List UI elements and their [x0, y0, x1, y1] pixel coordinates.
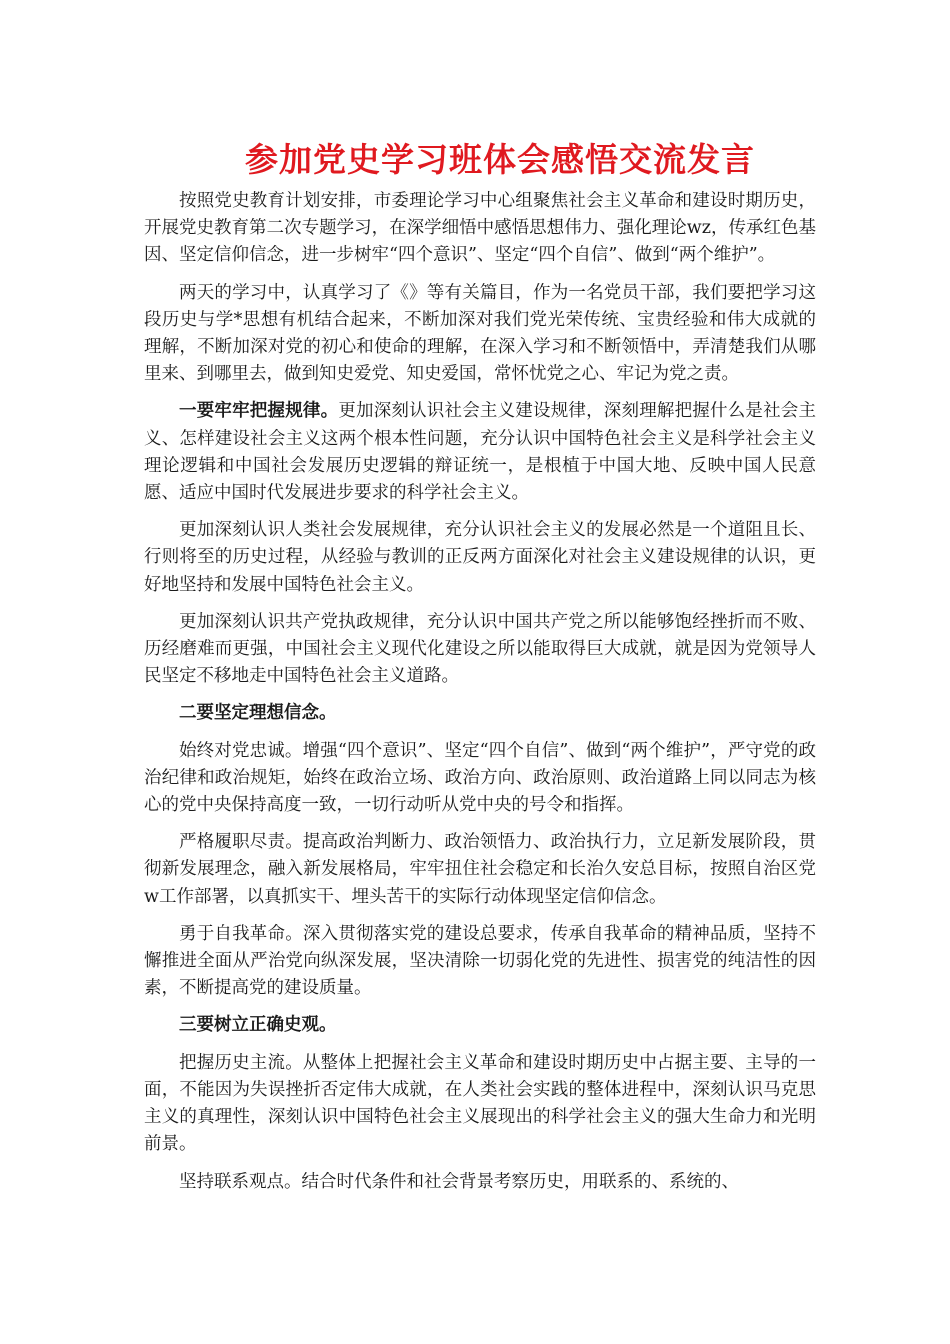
- paragraph-2: [144, 280, 816, 389]
- paragraph-text: 更加深刻认识共产党执政规律，充分认识中国共产党之所以能够饱经挫折而不败、历经磨难而更强，中国社会主义现代化建设之所以能取得巨大成就，就是因为党领导人民坚定不移地走中国特色社会主义道路。: [144, 611, 816, 687]
- paragraph-text: 把握历史主流。从整体上把握社会主义革命和建设时期历史中占据主要、主导的一面，不能因为失误挫折否定伟大成就，在人类社会实践的整体进程中，深刻认识马克思主义的真理性，深刻认识中国特色社会主义展现出的科学社会主义的强大生命力和光明前景。: [144, 1052, 816, 1155]
- section-heading: 二要坚定理想信念。: [179, 703, 337, 724]
- document-body: [144, 188, 816, 1206]
- paragraph-4: [144, 517, 816, 599]
- paragraph-7: [144, 738, 816, 820]
- paragraph-5: [144, 609, 816, 691]
- paragraph-text: 两天的学习中，认真学习了《》等有关篇目，作为一名党员干部，我们要把学习这段历史与学*思想有机结合起来，不断加深对我们党光荣传统、宝贵经验和伟大成就的理解，不断加深对党的初心和使命的理解，在深入学习和不断领悟中，弄清楚我们从哪里来、到哪里去，做到知史爱党、知史爱国，常怀忧党之心、牢记为党之责。: [144, 282, 816, 385]
- paragraph-text: 更加深刻认识社会主义建设规律，深刻理解把握什么是社会主义、怎样建设社会主义这两个根本性问题，充分认识中国特色社会主义是科学社会主义理论逻辑和中国社会发展历史逻辑的辩证统一，是根植于中国大地、反映中国人民意愿、适应中国时代发展进步要求的科学社会主义。: [144, 401, 817, 504]
- document-title: 参加党史学习班体会感悟交流发言: [245, 140, 755, 179]
- paragraph-text: 按照党史教育计划安排，市委理论学习中心组聚焦社会主义革命和建设时期历史，开展党史教育第二次专题学习，在深学细悟中感悟思想伟力、强化理论wz，传承红色基因、坚定信仰信念，进一步树牢“四个意识”、坚定“四个自信”、做到“两个维护”。: [144, 191, 816, 266]
- paragraph-text: 始终对党忠诚。增强“四个意识”、坚定“四个自信”、做到“两个维护”，严守党的政治纪律和政治规矩，始终在政治立场、政治方向、政治原则、政治道路上同以同志为核心的党中央保持高度一致，一切行动听从党中央的号令和指挥。: [144, 740, 816, 816]
- paragraph-text: 更加深刻认识人类社会发展规律，充分认识社会主义的发展必然是一个道阻且长、行则将至的历史过程，从经验与教训的正反两方面深化对社会主义建设规律的认识，更好地坚持和发展中国特色社会主义。: [144, 520, 816, 595]
- paragraph-12: [144, 1169, 816, 1196]
- paragraph-8: [144, 829, 816, 911]
- paragraph-9: [144, 921, 816, 1003]
- paragraph-1: [144, 188, 816, 270]
- paragraph-text: 勇于自我革命。深入贯彻落实党的建设总要求，传承自我革命的精神品质，坚持不懈推进全面从严治党向纵深发展，坚决清除一切弱化党的先进性、损害党的纯洁性的因素，不断提高党的建设质量。: [144, 923, 816, 999]
- section-heading: 一要牢牢把握规律。: [179, 401, 339, 422]
- paragraph-11: [144, 1050, 816, 1159]
- paragraph-text: 严格履职尽责。提高政治判断力、政治领悟力、政治执行力，立足新发展阶段，贯彻新发展理念，融入新发展格局，牢牢扭住社会稳定和长治久安总目标，按照自治区党w工作部署，以真抓实干、埋头苦干的实际行动体现坚定信仰信念。: [144, 832, 816, 907]
- paragraph-text: 坚持联系观点。结合时代条件和社会背景考察历史，用联系的、系统的、: [179, 1171, 739, 1192]
- paragraph-3: [144, 398, 816, 507]
- section-heading: 三要树立正确史观。: [179, 1015, 337, 1036]
